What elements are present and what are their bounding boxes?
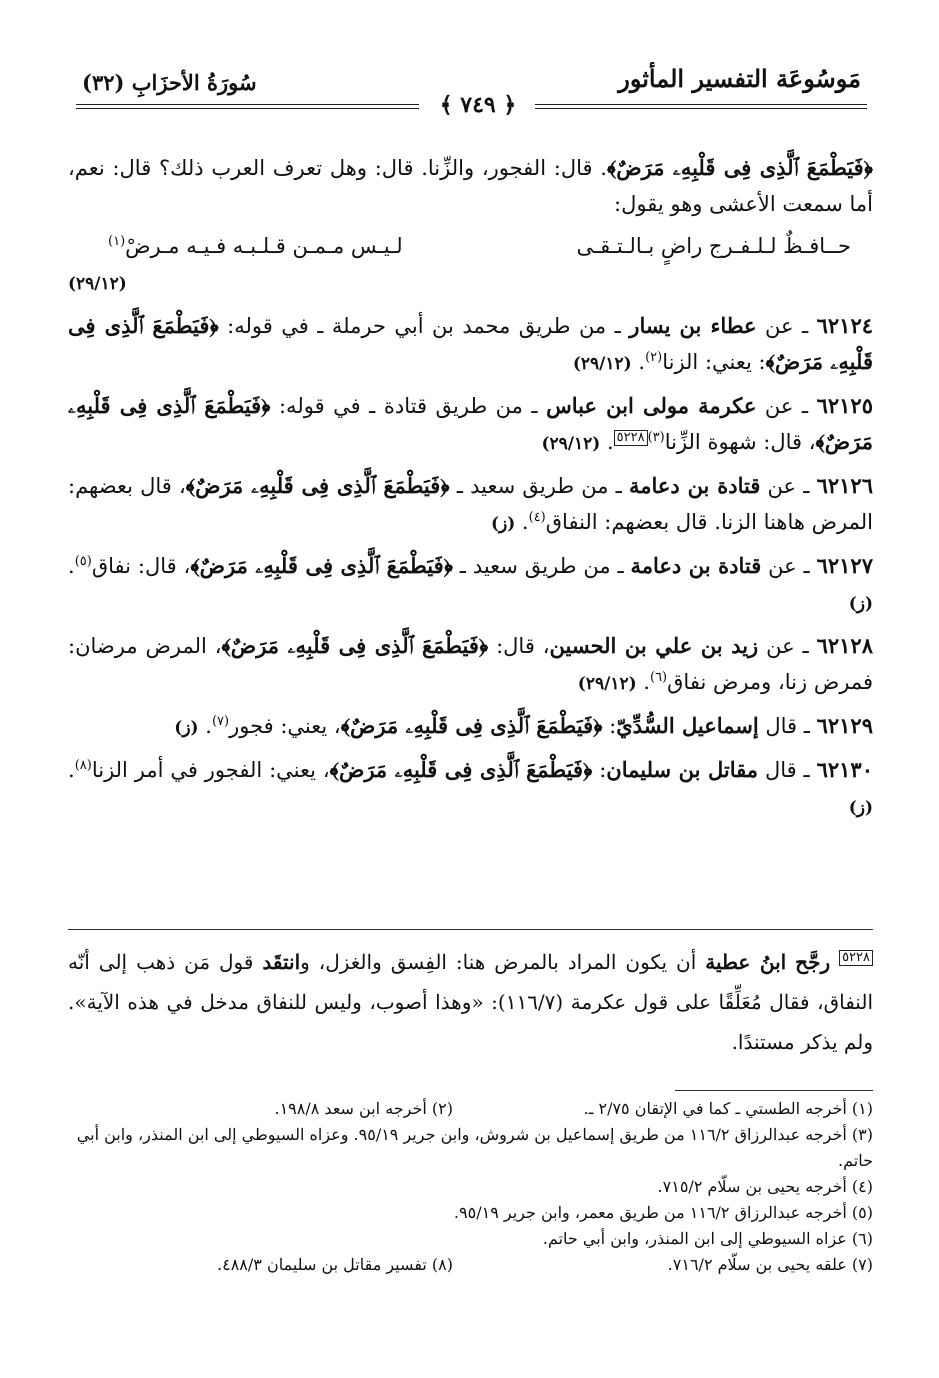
main-text (68, 150, 873, 832)
intro-text: . قال: الفجور، والزِّنا. قال: وهل تعرف العرب ذلك؟ قال: نعم، أما سمعت الأعشى وهو يقول: (68, 156, 873, 216)
poem-ref: (٢٩/١٢) (68, 274, 127, 294)
entry: ٦٢١٢٦ ـ عن قتادة بن دعامة ـ من طريق سعيد ـ ﴿فَيَطْمَعَ ٱلَّذِى فِى قَلْبِهِۦ مَرَضٌ﴾، قال بعضهم: المرض هاهنا الزنا. قال بعضهم: النفاق$^{(٤)}$. (ز) (68, 473, 873, 534)
poem-verse (68, 228, 873, 264)
footnote-2: (٢) أخرجه ابن سعد ١٩٨/٨. (274, 1099, 453, 1118)
footnote-7: (٧) علقه يحيى بن سلّام ٧١٦/٢. (667, 1255, 873, 1274)
footnote-1: (١) أخرجه الطستي ـ كما في الإتقان ٢/٧٥ ـ. (583, 1099, 873, 1118)
footnote-8: (٨) تفسير مقاتل بن سليمان ٤٨٨/٣. (217, 1255, 453, 1274)
header-rule-right (535, 104, 867, 109)
footnote-separator (675, 1090, 873, 1091)
entry: ٦٢١٢٤ ـ عن عطاء بن يسار ـ من طريق محمد بن أبي حرملة ـ في قوله: ﴿فَيَطْمَعَ ٱلَّذِى فِى قَلْبِهِۦ مَرَضٌ﴾: يعني: الزنا$^{(٢)}$. (٢٩/١٢) (68, 313, 874, 374)
entry: ٦٢١٢٧ ـ عن قتادة بن دعامة ـ من طريق سعيد ـ ﴿فَيَطْمَعَ ٱلَّذِى فِى قَلْبِهِۦ مَرَضٌ﴾، قال: نفاق$^{(٥)}$. (ز) (68, 553, 873, 614)
entry: ٦٢١٢٥ ـ عن عكرمة مولى ابن عباس ـ من طريق قتادة ـ في قوله: ﴿فَيَطْمَعَ ٱلَّذِى فِى قَلْبِهِۦ مَرَضٌ﴾، قال: شهوة الزِّنا$^{(٣)}$٥٢٢٨. (٢٩/١٢) (68, 393, 873, 454)
entry: ٦٢١٢٨ ـ عن زيد بن علي بن الحسين، قال: ﴿فَيَطْمَعَ ٱلَّذِى فِى قَلْبِهِۦ مَرَضٌ﴾، المرض مرضان: فمرض زنا، ومرض نفاق$^{(٦)}$. (٢٩/١٢) (68, 633, 873, 694)
surah-title: سُورَةُ الأحزَابِ (٣٢) (82, 70, 257, 95)
note-marker[interactable]: ٥٢٢٨ (614, 430, 648, 446)
verse-right: حــافـظٌ لـلـفـرج راضٍ بـالـتـقـى (576, 234, 851, 258)
note-number: ٥٢٢٨ (839, 950, 873, 966)
header-rule-left (76, 104, 419, 109)
quran-quote: ﴿فَيَطْمَعَ ٱلَّذِى فِى قَلْبِهِۦ مَرَضٌ﴾ (606, 155, 873, 180)
verse-left: لـيـس مـمـن قـلـبـه فـيـه مـرضْ$^{(١)}$ (108, 234, 403, 258)
book-title: مَوسُوعَة التفسير المأثور (618, 64, 861, 93)
entry: ٦٢١٣٠ ـ قال مقاتل بن سليمان: ﴿فَيَطْمَعَ ٱلَّذِى فِى قَلْبِهِۦ مَرَضٌ﴾، يعني: الفجور في أمر الزنا$^{(٨)}$. (ز) (68, 757, 873, 818)
footnote-3: (٣) أخرجه عبدالرزاق ١١٦/٢ من طريق إسماعيل بن شروش، وابن جرير ٩٥/١٩. وعزاه السيوطي إلى ابن المنذر، وابن أبي حاتم. (76, 1125, 873, 1170)
scholarly-note: ٥٢٢٨ رجَّح ابنُ عطية أن يكون المراد بالمرض هنا: الفِسق والغزل، وانتقَد قول مَن ذهب إلى أنّه النفاق، فقال مُعَلِّقًا على قول عكرمة (١١٦/٧): «وهذا أصوب، وليس للنفاق مدخل في هذه الآية». ولم يذكر مستندًا. (68, 950, 873, 1054)
footnotes (68, 1096, 873, 1278)
footnote-row (68, 1096, 873, 1122)
page-number: ﴿ ٧٤٩ ﴾ (439, 92, 517, 118)
footnote-6: (٦) عزاه السيوطي إلى ابن المنذر، وابن أبي حاتم. (542, 1229, 873, 1248)
note-separator (68, 929, 873, 930)
footnote-row (68, 1252, 873, 1278)
entry: ٦٢١٢٩ ـ قال إسماعيل السُّدِّيّ: ﴿فَيَطْمَعَ ٱلَّذِى فِى قَلْبِهِۦ مَرَضٌ﴾، يعني: فجور$^{(٧)}$. (ز) (174, 713, 873, 738)
footnote-5: (٥) أخرجه عبدالرزاق ١١٦/٢ من طريق معمر، وابن جرير ٩٥/١٩. (453, 1203, 873, 1222)
footnote-4: (٤) أخرجه يحيى بن سلّام ٧١٥/٢. (657, 1177, 873, 1196)
poem-intro (68, 150, 873, 222)
